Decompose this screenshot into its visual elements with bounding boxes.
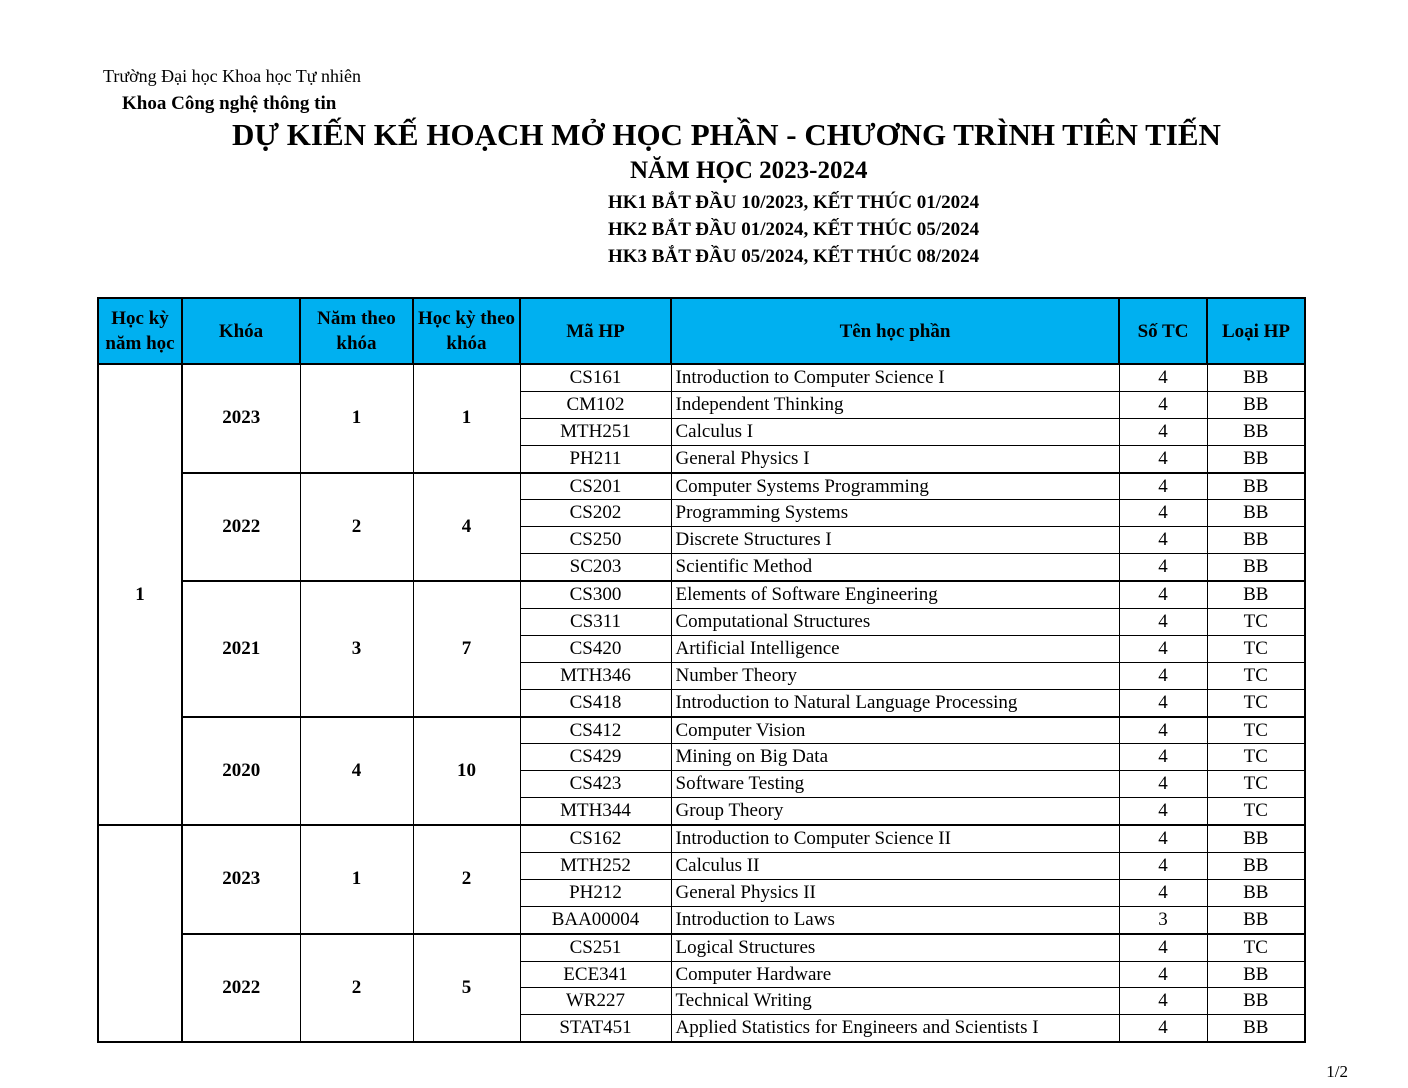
credits-cell: 4 <box>1119 988 1207 1015</box>
credits-cell: 4 <box>1119 934 1207 961</box>
credits-cell: 4 <box>1119 527 1207 554</box>
course-name-cell: Scientific Method <box>671 554 1119 581</box>
col-header-course-type: Loại HP <box>1207 298 1305 364</box>
course-type-cell: BB <box>1207 853 1305 880</box>
credits-cell: 4 <box>1119 635 1207 662</box>
course-type-cell: TC <box>1207 771 1305 798</box>
course-type-cell: BB <box>1207 364 1305 391</box>
col-header-course-code: Mã HP <box>520 298 671 364</box>
col-header-cohort: Khóa <box>182 298 300 364</box>
course-type-cell: BB <box>1207 445 1305 472</box>
course-name-cell: Computer Vision <box>671 717 1119 744</box>
credits-cell: 4 <box>1119 554 1207 581</box>
table-body <box>98 364 1305 1042</box>
course-name-cell: Calculus I <box>671 418 1119 445</box>
credits-cell: 4 <box>1119 853 1207 880</box>
course-code-cell: WR227 <box>520 988 671 1015</box>
course-code-cell: CS201 <box>520 473 671 500</box>
course-type-cell: TC <box>1207 717 1305 744</box>
year-of-cohort-cell: 3 <box>300 581 413 716</box>
cohort-cell: 2020 <box>182 717 300 826</box>
course-type-cell: BB <box>1207 961 1305 988</box>
course-code-cell: MTH344 <box>520 798 671 825</box>
course-schedule-table <box>97 297 1306 1043</box>
course-code-cell: STAT451 <box>520 1015 671 1042</box>
course-name-cell: Logical Structures <box>671 934 1119 961</box>
table-row <box>98 717 1305 744</box>
course-type-cell: TC <box>1207 934 1305 961</box>
term-of-cohort-cell: 5 <box>413 934 520 1043</box>
course-type-cell: BB <box>1207 1015 1305 1042</box>
academic-year: NĂM HỌC 2023-2024 <box>630 157 868 184</box>
year-of-cohort-cell: 2 <box>300 934 413 1043</box>
course-type-cell: TC <box>1207 635 1305 662</box>
course-type-cell: BB <box>1207 879 1305 906</box>
credits-cell: 4 <box>1119 771 1207 798</box>
credits-cell: 4 <box>1119 418 1207 445</box>
table-row <box>98 825 1305 852</box>
table-row <box>98 581 1305 608</box>
course-code-cell: CS311 <box>520 609 671 636</box>
term-of-cohort-cell: 1 <box>413 364 520 473</box>
course-code-cell: CS251 <box>520 934 671 961</box>
course-code-cell: SC203 <box>520 554 671 581</box>
year-of-cohort-cell: 1 <box>300 364 413 473</box>
year-of-cohort-cell: 1 <box>300 825 413 934</box>
course-name-cell: Group Theory <box>671 798 1119 825</box>
table-row <box>98 934 1305 961</box>
table-row <box>98 364 1305 391</box>
col-header-year-of-cohort: Năm theo khóa <box>300 298 413 364</box>
course-name-cell: General Physics I <box>671 445 1119 472</box>
course-type-cell: BB <box>1207 527 1305 554</box>
term-of-cohort-cell: 4 <box>413 473 520 582</box>
table-row <box>98 473 1305 500</box>
credits-cell: 4 <box>1119 364 1207 391</box>
course-code-cell: CS202 <box>520 500 671 527</box>
term-of-cohort-cell: 2 <box>413 825 520 934</box>
credits-cell: 4 <box>1119 500 1207 527</box>
course-code-cell: CS420 <box>520 635 671 662</box>
credits-cell: 4 <box>1119 798 1207 825</box>
course-code-cell: CM102 <box>520 391 671 418</box>
course-code-cell: CS300 <box>520 581 671 608</box>
course-name-cell: Programming Systems <box>671 500 1119 527</box>
term-of-cohort-cell: 7 <box>413 581 520 716</box>
course-type-cell: TC <box>1207 662 1305 689</box>
course-name-cell: Applied Statistics for Engineers and Scientists I <box>671 1015 1119 1042</box>
course-code-cell: CS250 <box>520 527 671 554</box>
course-name-cell: Elements of Software Engineering <box>671 581 1119 608</box>
credits-cell: 4 <box>1119 609 1207 636</box>
credits-cell: 4 <box>1119 445 1207 472</box>
credits-cell: 4 <box>1119 717 1207 744</box>
term-3-dates: HK3 BẮT ĐẦU 05/2024, KẾT THÚC 08/2024 <box>608 246 980 267</box>
course-type-cell: BB <box>1207 418 1305 445</box>
course-code-cell: CS429 <box>520 744 671 771</box>
credits-cell: 3 <box>1119 906 1207 933</box>
credits-cell: 4 <box>1119 1015 1207 1042</box>
credits-cell: 4 <box>1119 473 1207 500</box>
course-name-cell: Computational Structures <box>671 609 1119 636</box>
credits-cell: 4 <box>1119 689 1207 716</box>
course-code-cell: PH212 <box>520 879 671 906</box>
course-code-cell: CS423 <box>520 771 671 798</box>
credits-cell: 4 <box>1119 662 1207 689</box>
page-number: 1/2 <box>1326 1062 1348 1081</box>
year-of-cohort-cell: 2 <box>300 473 413 582</box>
course-type-cell: TC <box>1207 798 1305 825</box>
year-of-cohort-cell: 4 <box>300 717 413 826</box>
course-code-cell: CS161 <box>520 364 671 391</box>
cohort-cell: 2023 <box>182 825 300 934</box>
course-type-cell: BB <box>1207 906 1305 933</box>
document-title: DỰ KIẾN KẾ HOẠCH MỞ HỌC PHẦN - CHƯƠNG TRÌNH TIÊN TIẾN <box>232 117 1221 152</box>
course-name-cell: Introduction to Natural Language Processing <box>671 689 1119 716</box>
semester-cell: 1 <box>98 364 182 825</box>
course-code-cell: BAA00004 <box>520 906 671 933</box>
course-type-cell: BB <box>1207 988 1305 1015</box>
course-code-cell: MTH346 <box>520 662 671 689</box>
course-type-cell: BB <box>1207 825 1305 852</box>
credits-cell: 4 <box>1119 879 1207 906</box>
cohort-cell: 2021 <box>182 581 300 716</box>
col-header-semester: Học kỳ năm học <box>98 298 182 364</box>
course-type-cell: TC <box>1207 609 1305 636</box>
course-name-cell: General Physics II <box>671 879 1119 906</box>
cohort-cell: 2022 <box>182 934 300 1043</box>
course-code-cell: PH211 <box>520 445 671 472</box>
course-name-cell: Introduction to Laws <box>671 906 1119 933</box>
credits-cell: 4 <box>1119 961 1207 988</box>
course-name-cell: Mining on Big Data <box>671 744 1119 771</box>
course-name-cell: Technical Writing <box>671 988 1119 1015</box>
course-name-cell: Software Testing <box>671 771 1119 798</box>
term-1-dates: HK1 BẮT ĐẦU 10/2023, KẾT THÚC 01/2024 <box>608 192 980 213</box>
cohort-cell: 2023 <box>182 364 300 473</box>
course-type-cell: TC <box>1207 689 1305 716</box>
course-name-cell: Computer Hardware <box>671 961 1119 988</box>
credits-cell: 4 <box>1119 391 1207 418</box>
course-type-cell: BB <box>1207 500 1305 527</box>
course-name-cell: Computer Systems Programming <box>671 473 1119 500</box>
course-code-cell: MTH252 <box>520 853 671 880</box>
course-name-cell: Calculus II <box>671 853 1119 880</box>
course-code-cell: CS418 <box>520 689 671 716</box>
course-type-cell: BB <box>1207 581 1305 608</box>
cohort-cell: 2022 <box>182 473 300 582</box>
col-header-credits: Số TC <box>1119 298 1207 364</box>
course-name-cell: Discrete Structures I <box>671 527 1119 554</box>
course-code-cell: CS412 <box>520 717 671 744</box>
course-type-cell: BB <box>1207 391 1305 418</box>
course-name-cell: Independent Thinking <box>671 391 1119 418</box>
course-type-cell: BB <box>1207 554 1305 581</box>
course-name-cell: Artificial Intelligence <box>671 635 1119 662</box>
course-code-cell: CS162 <box>520 825 671 852</box>
course-name-cell: Number Theory <box>671 662 1119 689</box>
course-code-cell: ECE341 <box>520 961 671 988</box>
col-header-course-name: Tên học phần <box>671 298 1119 364</box>
course-type-cell: TC <box>1207 744 1305 771</box>
term-of-cohort-cell: 10 <box>413 717 520 826</box>
school-name: Trường Đại học Khoa học Tự nhiên <box>103 66 362 86</box>
term-2-dates: HK2 BẮT ĐẦU 01/2024, KẾT THÚC 05/2024 <box>608 219 980 240</box>
course-type-cell: BB <box>1207 473 1305 500</box>
course-name-cell: Introduction to Computer Science II <box>671 825 1119 852</box>
credits-cell: 4 <box>1119 825 1207 852</box>
col-header-term-of-cohort: Học kỳ theo khóa <box>413 298 520 364</box>
faculty-name: Khoa Công nghệ thông tin <box>122 93 337 114</box>
course-name-cell: Introduction to Computer Science I <box>671 364 1119 391</box>
semester-cell <box>98 825 182 1042</box>
credits-cell: 4 <box>1119 581 1207 608</box>
course-code-cell: MTH251 <box>520 418 671 445</box>
table-header-row <box>98 298 1305 364</box>
credits-cell: 4 <box>1119 744 1207 771</box>
